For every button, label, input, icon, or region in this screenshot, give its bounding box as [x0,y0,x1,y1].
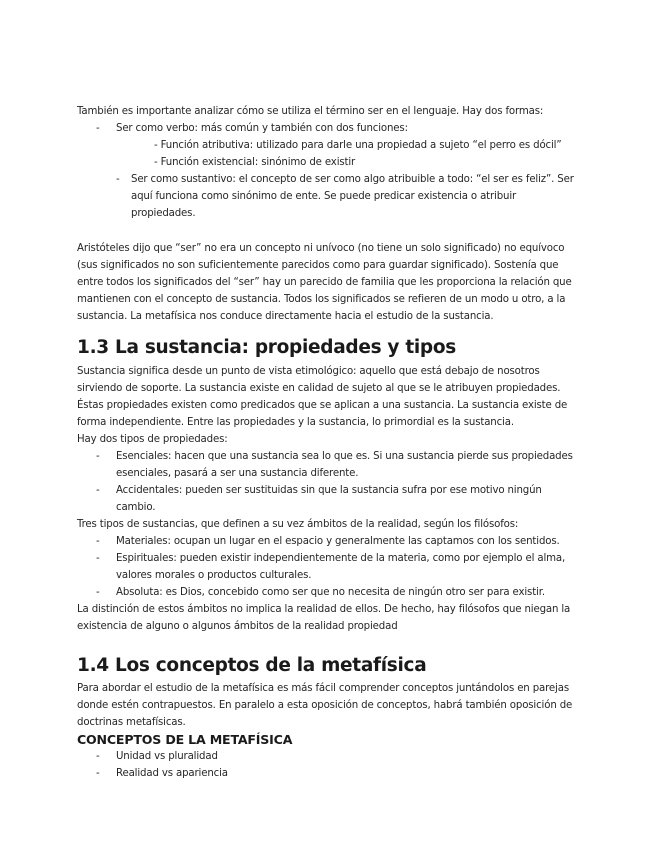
bullet-dash: - [96,451,100,462]
properties-intro: Hay dos tipos de propiedades: [77,434,228,445]
type-material: Materiales: ocupan un lugar en el espacio y generalmente las captamos con los sentidos. [116,536,560,547]
bullet-dash: - [96,553,100,564]
list-item [77,748,577,765]
document-page [77,103,577,782]
property-essential: Esenciales: hacen que una sustancia sea lo que es. Si una sustancia pierde sus propiedades esenciales, pasará a ser una sustancia diferente. [116,451,573,479]
noun-item-text: Ser como sustantivo: el concepto de ser como algo atribuible a todo: “el ser es feliz”. Ser aquí funciona como sinónimo de ente. Se puede predicar existencia o atribuir propiedades. [131,174,574,219]
section-heading-1-3: 1.3 La sustancia: propiedades y tipos [77,337,456,358]
list-item [77,765,577,782]
aristotle-paragraph: Aristóteles dijo que “ser” no era un concepto ni unívoco (no tiene un solo significado) no equívoco (sus significados no son suficientemente parecidos como para guardar significado). Sostenía que entre todos los significados del “ser” hay un parecido de familia que les proporciona la relación que mantienen con el concepto de sustancia. Todos los significados se refieren de un modo u otro, a la sustancia. La metafísica nos conduce directamente hacia el estudio de la sustancia. [77,243,572,322]
closing-paragraph: La distinción de estos ámbitos no implica la realidad de ellos. De hecho, hay filósofos que niegan la existencia de alguno o algunos ámbitos de la realidad propiedad [77,604,571,632]
bullet-dash: - [96,587,100,598]
bullet-dash: - [96,485,100,496]
sub-list-item: - Función atributiva: utilizado para darle una propiedad a sujeto “el perro es dócil” [154,140,562,151]
list-item [77,533,577,550]
verb-item-text: Ser como verbo: más común y también con dos funciones: [116,123,408,134]
concept-unity: Unidad vs pluralidad [116,751,218,762]
sub-list-item: - Función existencial: sinónimo de existir [154,157,356,168]
bullet-dash: - [96,123,100,134]
property-accidental: Accidentales: pueden ser sustituidas sin que la sustancia sufra por ese motivo ningún cambio. [116,485,542,513]
intro-paragraph: También es importante analizar cómo se utiliza el término ser en el lenguaje. Hay dos formas: [77,106,544,117]
concepts-paragraph: Para abordar el estudio de la metafísica es más fácil comprender conceptos juntándolos en parejas donde estén contrapuestos. En paralelo a esta oposición de conceptos, habrá también oposición de doctrinas metafísicas. [77,683,573,728]
list-item [77,171,577,222]
list-item [77,584,577,601]
section-heading-1-4: 1.4 Los conceptos de la metafísica [77,655,427,676]
sustancia-paragraph: Sustancia significa desde un punto de vista etimológico: aquello que está debajo de nosotros sirviendo de soporte. La sustancia existe en calidad de sujeto al que se le atribuyen propiedades. Éstas propiedades existen como predicados que se aplican a una sustancia. La sustancia existe de forma independiente. Entre las propiedades y la sustancia, lo primordial es la sustancia. [77,366,568,428]
bullet-dash: - [96,751,100,762]
bullet-dash: - [96,768,100,779]
type-spiritual: Espirituales: pueden existir independientemente de la materia, como por ejemplo el alma, valores morales o productos culturales. [116,553,566,581]
bullet-dash: - [116,174,120,185]
list-item [77,482,577,516]
concepts-subheading: CONCEPTOS DE LA METAFÍSICA [77,732,293,747]
bullet-dash: - [96,536,100,547]
types-intro: Tres tipos de sustancias, que definen a su vez ámbitos de la realidad, según los filósofos: [77,519,519,530]
concept-reality: Realidad vs apariencia [116,768,228,779]
type-absolute: Absoluta: es Dios, concebido como ser que no necesita de ningún otro ser para existir. [116,587,545,598]
list-item [77,120,577,137]
list-item [77,448,577,482]
list-item [77,550,577,584]
